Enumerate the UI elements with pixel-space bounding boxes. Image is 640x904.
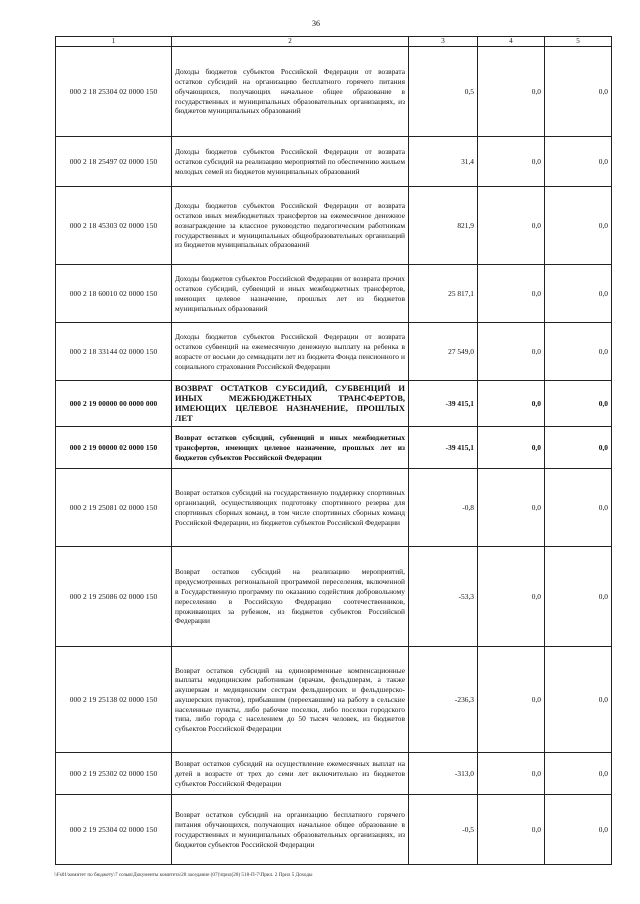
value-col3: -0,5 [409,795,478,865]
table-row [56,187,612,265]
column-header: 4 [478,37,545,47]
revenue-description: Доходы бюджетов субъектов Российской Федерации от возврата остатков субвенций на ежемесячную денежную выплату на ребенка в возрасте от восьми до семнадцати лет из бюджета Фонда пенсионного и социального страхования Российской Федерации [172,323,409,381]
column-header: 3 [409,37,478,47]
budget-code: 000 2 19 00000 00 0000 000 [56,381,172,427]
table-row [56,427,612,469]
value-col4: 0,0 [478,381,545,427]
value-col3: 27 549,0 [409,323,478,381]
table-row [56,795,612,865]
table-row [56,647,612,753]
revenue-description: ВОЗВРАТ ОСТАТКОВ СУБСИДИЙ, СУБВЕНЦИЙ И ИНЫХ МЕЖБЮДЖЕТНЫХ ТРАНСФЕРТОВ, ИМЕЮЩИХ ЦЕЛЕВОЕ НАЗНАЧЕНИЕ, ПРОШЛЫХ ЛЕТ [172,381,409,427]
value-col3: -53,3 [409,547,478,647]
value-col5: 0,0 [545,137,612,187]
page-number: 36 [312,19,320,28]
table-row [56,753,612,795]
value-col5: 0,0 [545,547,612,647]
value-col3: 821,9 [409,187,478,265]
revenue-description: Возврат остатков субсидий на реализацию мероприятий, предусмотренных региональной программой переселения, включенной в Государственную программу по оказанию содействия добровольному переселению в Российскую Федерацию соотечественников, проживающих за рубежом, из бюджетов субъектов Российской Федерации [172,547,409,647]
value-col5: 0,0 [545,265,612,323]
revenue-description: Возврат остатков субсидий на единовременные компенсационные выплаты медицинским работникам (врачам, фельдшерам, а также акушеркам и медицинским сестрам фельдшерских и фельдшерско-акушерских пунктов), прибывшим (переехавшим) на работу в сельские населенные пункты, либо рабочие поселки, либо поселки городского типа, либо города с населением до 50 тысяч человек, из бюджетов субъектов Российской Федерации [172,647,409,753]
value-col4: 0,0 [478,547,545,647]
table-row [56,547,612,647]
budget-code: 000 2 19 25138 02 0000 150 [56,647,172,753]
table-row [56,265,612,323]
budget-code: 000 2 19 25302 02 0000 150 [56,753,172,795]
value-col3: 31,4 [409,137,478,187]
budget-code: 000 2 18 25497 02 0000 150 [56,137,172,187]
value-col5: 0,0 [545,753,612,795]
value-col4: 0,0 [478,469,545,547]
value-col5: 0,0 [545,469,612,547]
value-col3: -39 415,1 [409,427,478,469]
column-header: 2 [172,37,409,47]
value-col4: 0,0 [478,795,545,865]
value-col5: 0,0 [545,323,612,381]
revenue-description: Доходы бюджетов субъектов Российской Федерации от возврата остатков иных межбюджетных трансфертов на ежемесячное денежное вознаграждение за классное руководство педагогическим работникам государственных и муниципальных общеобразовательных организаций из бюджетов муниципальных образований [172,187,409,265]
value-col4: 0,0 [478,187,545,265]
value-col5: 0,0 [545,381,612,427]
revenue-description: Доходы бюджетов субъектов Российской Федерации от возврата прочих остатков субсидий, субвенций и иных межбюджетных трансфертов, имеющих целевое назначение, прошлых лет из бюджетов муниципальных образований [172,265,409,323]
budget-code: 000 2 19 25086 02 0000 150 [56,547,172,647]
revenue-description: Возврат остатков субсидий на организацию бесплатного горячего питания обучающихся, получающих начальное общее образование в государственных и муниципальных образовательных организациях, из бюджетов субъектов Российской Федерации [172,795,409,865]
budget-code: 000 2 19 25081 02 0000 150 [56,469,172,547]
table-header-row [56,37,612,47]
value-col4: 0,0 [478,47,545,137]
value-col5: 0,0 [545,427,612,469]
revenue-table [55,36,612,865]
value-col3: -236,3 [409,647,478,753]
budget-code: 000 2 18 25304 02 0000 150 [56,47,172,137]
budget-code: 000 2 18 45303 02 0000 150 [56,187,172,265]
budget-code: 000 2 18 60010 02 0000 150 [56,265,172,323]
value-col5: 0,0 [545,647,612,753]
value-col4: 0,0 [478,753,545,795]
table-row [56,137,612,187]
revenue-description: Возврат остатков субсидий на государственную поддержку спортивных организаций, осуществляющих подготовку спортивного резерва для спортивных сборных команд, в том числе спортивных сборных команд Российской Федерации, из бюджетов субъектов Российской Федерации [172,469,409,547]
column-header: 5 [545,37,612,47]
value-col3: -313,0 [409,753,478,795]
value-col3: 25 817,1 [409,265,478,323]
file-path-footer: \\Fs01\комитет по бюджету\7 созыв\Документы комитета\28 заседание (07)\прил(28) 518-П-7\Прил. 2 Прил 5 Доходы [54,872,313,878]
revenue-description: Возврат остатков субсидий на осуществление ежемесячных выплат на детей в возрасте от трех до семи лет включительно из бюджетов субъектов Российской Федерации [172,753,409,795]
value-col5: 0,0 [545,187,612,265]
table-row [56,381,612,427]
budget-code: 000 2 18 33144 02 0000 150 [56,323,172,381]
table-row [56,469,612,547]
budget-code: 000 2 19 25304 02 0000 150 [56,795,172,865]
value-col3: -0,8 [409,469,478,547]
column-header: 1 [56,37,172,47]
value-col4: 0,0 [478,427,545,469]
revenue-description: Доходы бюджетов субъектов Российской Федерации от возврата остатков субсидий на организацию бесплатного горячего питания обучающихся, получающих начальное общее образование в государственных и муниципальных образовательных организациях, из бюджетов муниципальных образований [172,47,409,137]
revenue-description: Доходы бюджетов субъектов Российской Федерации от возврата остатков субсидий на реализацию мероприятий по обеспечению жильем молодых семей из бюджетов муниципальных образований [172,137,409,187]
value-col5: 0,0 [545,47,612,137]
revenue-description: Возврат остатков субсидий, субвенций и иных межбюджетных трансфертов, имеющих целевое назначение, прошлых лет из бюджетов субъектов Российской Федерации [172,427,409,469]
budget-code: 000 2 19 00000 02 0000 150 [56,427,172,469]
table-row [56,323,612,381]
value-col4: 0,0 [478,265,545,323]
value-col4: 0,0 [478,647,545,753]
value-col4: 0,0 [478,137,545,187]
value-col5: 0,0 [545,795,612,865]
value-col3: 0,5 [409,47,478,137]
value-col3: -39 415,1 [409,381,478,427]
table-row [56,47,612,137]
value-col4: 0,0 [478,323,545,381]
